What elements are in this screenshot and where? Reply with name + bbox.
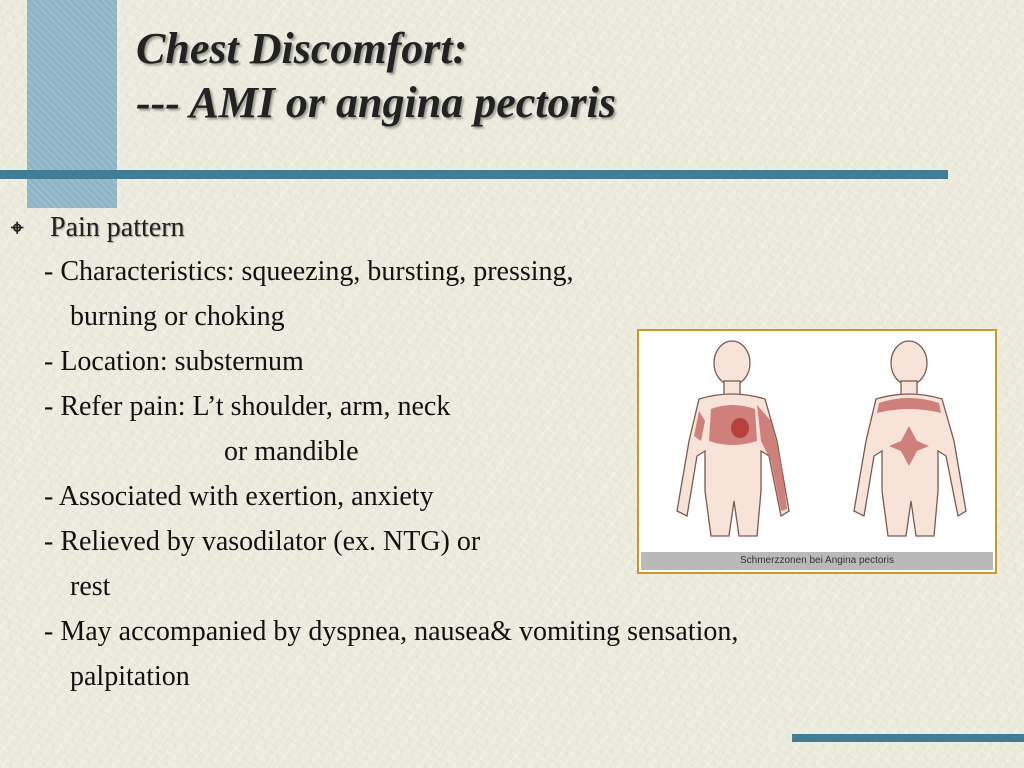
front-head xyxy=(714,341,750,385)
back-neck xyxy=(901,381,917,395)
heart-icon xyxy=(731,418,749,438)
front-neck xyxy=(724,381,740,395)
text-line-accompanied-cont: palpitation xyxy=(70,661,190,692)
title-divider xyxy=(0,170,948,179)
back-torso-limbs xyxy=(854,394,966,536)
figure-caption: Schmerzzonen bei Angina pectoris xyxy=(641,552,993,570)
text-line-characteristics: - Characteristics: squeezing, bursting, pressing, xyxy=(44,256,574,287)
text-line-characteristics-cont: burning or choking xyxy=(70,301,285,332)
title-line-1: Chest Discomfort: xyxy=(136,24,468,73)
bullet-heading: Pain pattern xyxy=(50,212,185,243)
text-line-relieved: - Relieved by vasodilator (ex. NTG) or xyxy=(44,526,481,557)
text-line-associated: - Associated with exertion, anxiety xyxy=(44,481,434,512)
text-line-refer-pain: - Refer pain: L’t shoulder, arm, neck xyxy=(44,391,451,422)
footer-divider xyxy=(792,734,1024,742)
angina-pain-zones-illustration xyxy=(639,331,995,552)
slide-title xyxy=(136,22,616,130)
text-line-relieved-cont: rest xyxy=(70,571,111,602)
back-head xyxy=(891,341,927,385)
title-line-2: --- AMI or angina pectoris xyxy=(136,78,616,127)
text-line-accompanied: - May accompanied by dyspnea, nausea& vomiting sensation, xyxy=(44,616,739,647)
text-line-refer-pain-cont: or mandible xyxy=(224,436,359,467)
angina-figure xyxy=(637,329,997,574)
square-bullet-icon: ⌖ xyxy=(11,215,24,240)
text-line-location: - Location: substernum xyxy=(44,346,304,377)
